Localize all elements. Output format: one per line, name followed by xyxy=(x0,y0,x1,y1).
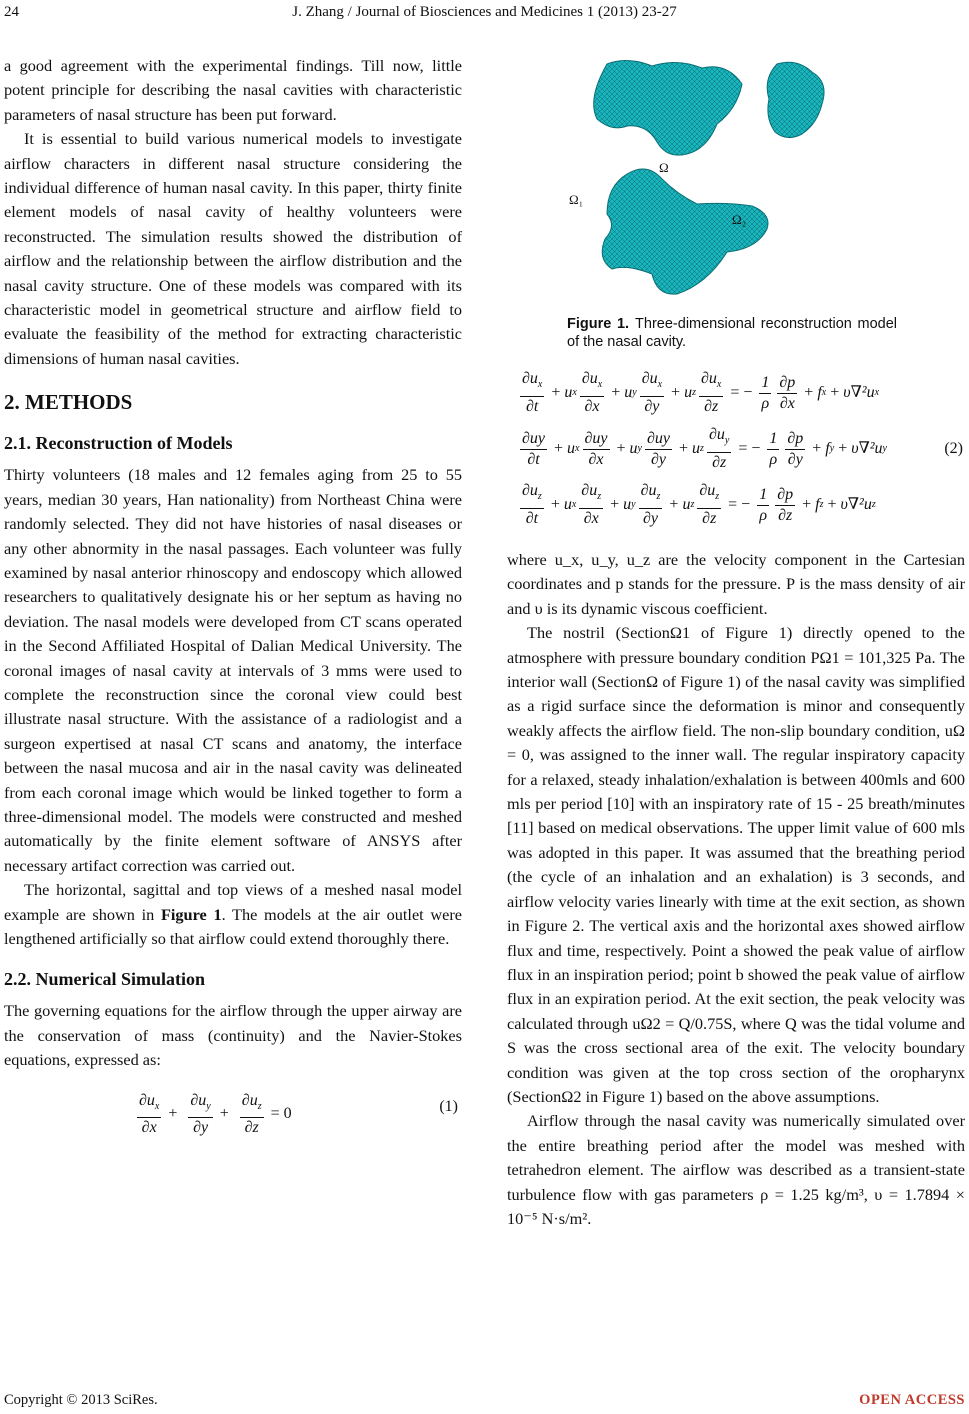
paragraph: The nostril (SectionΩ1 of Figure 1) directly opened to the atmosphere with pressure boundary condition PΩ1 = 101,325 Pa. The interior wall (SectionΩ of Figure 1) of the nasal cavity was simplified as a rigid surface since the deformation is minor and consequently weakly affects the airflow field. The non-slip boundary condition, uΩ = 0, was assigned to the inner wall. The regular inspiratory capacity for a relaxed, steady inhalation/exhalation is between 400mls and 600 mls per period [10] with an inspiratory rate of 15 - 25 breath/minutes [11] based on medical observations. The upper limit value of 600 mls was adopted in this paper. It was assumed that the breathing period (the cycle of an inhalation and an exhalation) is 3 seconds, and airflow velocity varies linearly with time at the exit section, as shown in Figure 2. The vertical axis and the horizontal axes showed airflow flux and time, respectively. Point a showed the peak value of airflow flux in an inspiration period; point b showed the peak value of airflow flux in an expiration period. At the exit section, the peak velocity was calculated through uΩ2 = Q/0.75S, where Q was the tidal volume and S was the cross sectional area of the exit. The velocity boundary condition was given at the top cross section of the oropharynx (SectionΩ2 in Figure 1) based on the above assumptions. xyxy=(507,623,965,1106)
paragraph: Thirty volunteers (18 males and 12 females aging from 25 to 55 years, median 30 years, Han nationality) from Northeast China were randomly selected. They did not have histories of nasal diseases or any other abnormity in the nasal passages. Each volunteer was fully examined by nasal anterior rhinoscopy and endoscopy which allowed researchers to qualitatively designate his or her septum as having no deviation. The nasal models were developed from CT scans operated in the Second Affiliated Hospital of Dalian Medical University. The coronal images of nasal cavity at intervals of 3 mms were used to complete the reconstruction since the coronal view could best illustrate nasal structure. With the assistance of a radiologist and a surgeon expertised at nasal CT scans and anatomy, the interface between the nasal mucosa and air in the nasal cavity was delineated from each coronal image which would be linked together to form a three-dimensional model. The models were constructed and meshed automatically by the finite element software of ANSYS after necessary artifact correction was carried out. xyxy=(4,465,462,875)
equation-number: (1) xyxy=(439,1097,458,1115)
running-title: J. Zhang / Journal of Biosciences and Medicines 1 (2013) 23-27 xyxy=(292,4,677,20)
subsection-heading: 2.2. Numerical Simulation xyxy=(4,969,205,990)
figure-caption xyxy=(567,315,897,351)
caption-text: Three-dimensional reconstruction model of the nasal cavity. xyxy=(567,316,897,350)
figure-reference[interactable]: Figure 1 xyxy=(160,904,222,924)
nasal-mesh-illustration xyxy=(567,54,927,309)
paragraph: The governing equations for the airflow through the upper airway are the conservation of mass (continuity) and the Navier-Stokes equations, expressed as: xyxy=(4,1001,462,1070)
subsection-heading: 2.1. Reconstruction of Models xyxy=(4,433,233,454)
figure-1-image xyxy=(567,54,927,309)
section-heading: 2. METHODS xyxy=(4,390,133,415)
omega1-label: Ω₁ xyxy=(569,192,584,207)
right-column xyxy=(507,54,965,1231)
open-access-badge: OPEN ACCESS xyxy=(859,1392,965,1408)
paragraph: Airflow through the nasal cavity was numerically simulated over the entire breathing period after the model was meshed with tetrahedron element. The airflow was described as a transient-state turbulence flow with gas parameters ρ = 1.25 kg/m³, υ = 1.7894 × 10⁻⁵ N·s/m². xyxy=(507,1111,965,1228)
copyright-notice: Copyright © 2013 SciRes. xyxy=(4,1392,158,1408)
paragraph: It is essential to build various numerical models to investigate airflow characters in different nasal structure considering the individual difference of human nasal cavity. In this paper, thirty finite element models of nasal cavity of healthy volunteers were reconstructed. The simulation results showed the distribution of airflow and the relationship between the airflow distribution and the nasal cavity structure. One of these models was compared with its characteristic model in geometrical structure and airflow field to evaluate the feasibility of the method for extracting characteristic dimensions of human nasal cavities. xyxy=(4,129,462,368)
page-number: 24 xyxy=(4,4,19,20)
paragraph: a good agreement with the experimental findings. Till now, little potent principle for describing the nasal cavities with characteristic parameters of nasal structure has been put forward. xyxy=(4,56,462,124)
navier-stokes-equations: $\frac{\partial u_x}{\partial t}$ + u x $\frac{\partial u_x}{\partial x}$ + u y $\frac{\partial u_x}{\partial y}$ + u z $\frac{\partial u_x}{\partial z}$ = − $\frac{1}{\rho}$ $\frac{\partial p}{\partial x}$ + f x + υ∇²u x $\frac{\partial uy}{\partial t}$ + u x $\frac{\partial uy}{\partial x}$ + u y $\frac{\partial uy}{\partial y}$ + u z $\frac{\partial u_y}{\partial z}$ = − $\frac{1}{\rho}$ $\frac{\partial p}{\partial y}$ + f y + υ∇²u y $\frac{\partial u_z}{\partial t}$ + u x $\frac{\partial u_z}{\partial x}$ + u y $\frac{\partial u_z}{\partial y}$ + u z $\frac{\partial u_z}{\partial z}$ = − $\frac{1}{\rho}$ $\frac{\partial p}{\partial z}$ + f z + υ∇²u z (2) xyxy=(522,370,963,527)
left-column xyxy=(4,54,462,1153)
caption-label: Figure 1. xyxy=(567,316,630,332)
equation-number: (2) xyxy=(944,440,963,457)
omega2-label: Ω₂ xyxy=(732,212,747,227)
page-header xyxy=(0,4,969,26)
omega-label: Ω xyxy=(659,160,669,175)
paragraph: where u_x, u_y, u_z are the velocity component in the Cartesian coordinates and p stands for the pressure. P is the mass density of air and υ is its dynamic viscous coefficient. xyxy=(507,550,965,618)
continuity-equation: $\frac{\partial u_x}{\partial x}$ + $\frac{\partial u_y}{\partial y}$ + $\frac{\partial u_z}{\partial z}$ = 0 (1) xyxy=(139,1091,458,1136)
paragraph: The horizontal, sagittal and top views of a meshed nasal model example are shown in Figure 1. The models at the air outlet were lengthened artificially so that airflow could extend thoroughly there. xyxy=(4,880,463,948)
